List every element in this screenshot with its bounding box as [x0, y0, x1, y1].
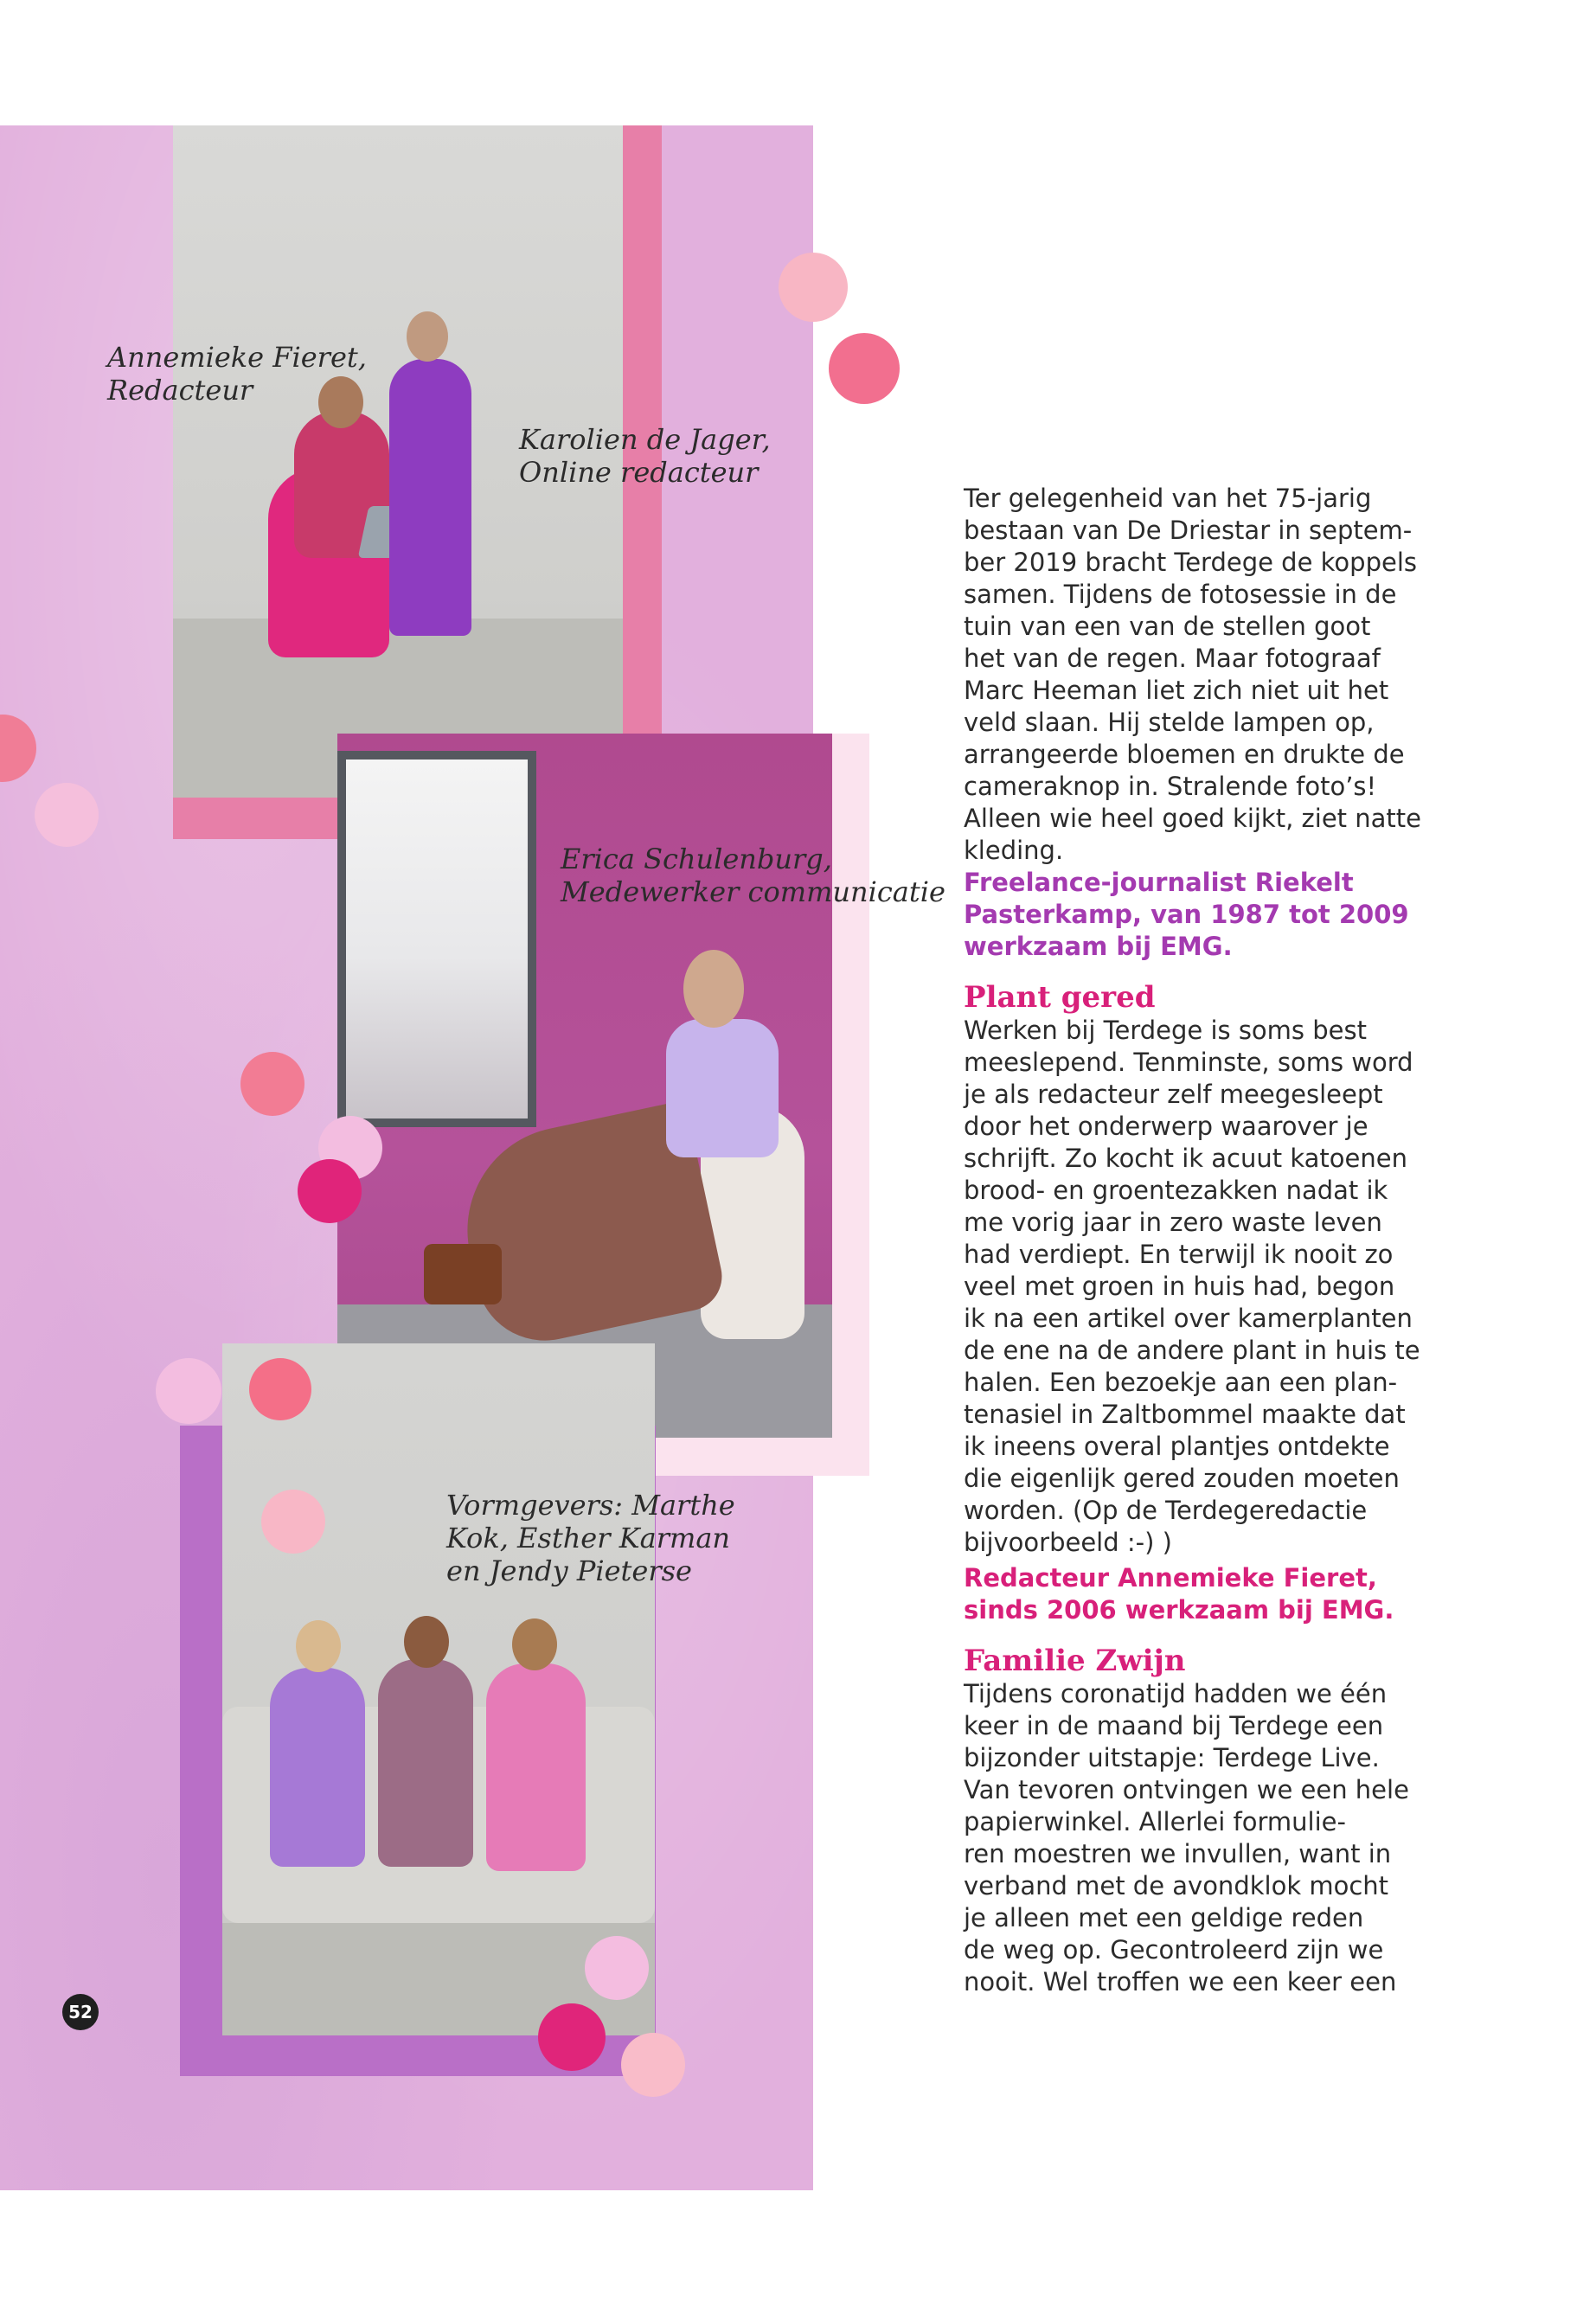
byline-annemieke: Redacteur Annemieke Fieret, sinds 2006 werkzaam bij EMG. — [964, 1563, 1394, 1625]
person-marthe — [270, 1668, 365, 1867]
photo-vormgevers — [222, 1343, 655, 2035]
decorative-circle — [829, 333, 900, 404]
person-head — [512, 1618, 557, 1670]
person-head — [404, 1616, 449, 1668]
person-esther — [378, 1659, 473, 1867]
page-number: 52 — [62, 1994, 99, 2030]
boots — [424, 1244, 502, 1304]
decorative-circle — [585, 1936, 649, 2000]
article-paragraph: Werken bij Terdege is soms best meeslepend. Tenminste, soms word je als redacteur zelf meegesleept door het onderwerp waarover je schrijft. Zo kocht ik acuut katoenen brood- en groentezakken nadat ik me vorig jaar in zero waste leven had verdiept. En terwijl ik nooit zo veel met groen in huis had, begon ik na een artikel over kamerplanten de ene na de andere plant in huis te halen. Een bezoekje aan een plan- tenasiel in Zaltbommel maakte dat ik ineens overal plantjes ontdekte die eigenlijk gered zouden moeten worden. (Op de Terdegeredactie bijvoorbeeld :-) ) — [964, 1016, 1420, 1557]
decorative-circle — [240, 1052, 304, 1116]
person-jendy — [486, 1663, 586, 1871]
caption-annemieke: Annemieke Fieret, Redacteur — [107, 341, 367, 407]
decorative-circle — [156, 1358, 221, 1424]
decorative-circle — [298, 1159, 362, 1223]
person-head — [296, 1620, 341, 1672]
decorative-circle — [249, 1358, 311, 1420]
article-body — [964, 483, 1448, 1998]
person-karolien — [389, 359, 471, 636]
article-paragraph: Tijdens coronatijd hadden we één keer in de maand bij Terdege een bijzonder uitstapje: Terdege Live. Van tevoren ontvingen we een hele papierwinkel. Allerlei formulie- ren moestren we invullen, want in verband met de avondklok mocht je alleen met een geldige reden de weg op. Gecontroleerd zijn we nooit. Wel troffen we een keer een — [964, 1679, 1409, 1997]
decorative-circle — [35, 783, 99, 847]
person-head — [407, 311, 448, 362]
caption-erica: Erica Schulenburg, Medewerker communicatie — [561, 843, 945, 908]
photo-erica — [337, 734, 832, 1438]
decorative-circle — [261, 1490, 325, 1554]
decorative-circle — [779, 253, 848, 322]
person-head — [683, 950, 744, 1028]
window — [337, 751, 536, 1127]
section-heading-plant-gered: Plant gered — [964, 980, 1156, 1015]
caption-karolien: Karolien de Jager, Online redacteur — [519, 423, 771, 489]
byline-riekelt: Freelance-journalist Riekelt Pasterkamp, van 1987 tot 2009 werkzaam bij EMG. — [964, 868, 1409, 961]
decorative-circle — [621, 2033, 685, 2097]
caption-vormgevers: Vormgevers: Marthe Kok, Esther Karman en Jendy Pieterse — [446, 1489, 735, 1587]
section-heading-familie-zwijn: Familie Zwijn — [964, 1644, 1186, 1678]
decorative-circle — [538, 2003, 606, 2071]
person-erica — [666, 1019, 779, 1157]
article-intro: Ter gelegenheid van het 75-jarig bestaan van De Driestar in septem- ber 2019 bracht Terdege de koppels samen. Tijdens de fotosessie in de tuin van een van de stellen goot het van de regen. Maar fotograaf Marc Heeman liet zich niet uit het veld slaan. Hij stelde lampen op, arrangeerde bloemen en drukte de cameraknop in. Stralende foto’s! Alleen wie heel goed kijkt, ziet natte kleding. — [964, 484, 1421, 865]
